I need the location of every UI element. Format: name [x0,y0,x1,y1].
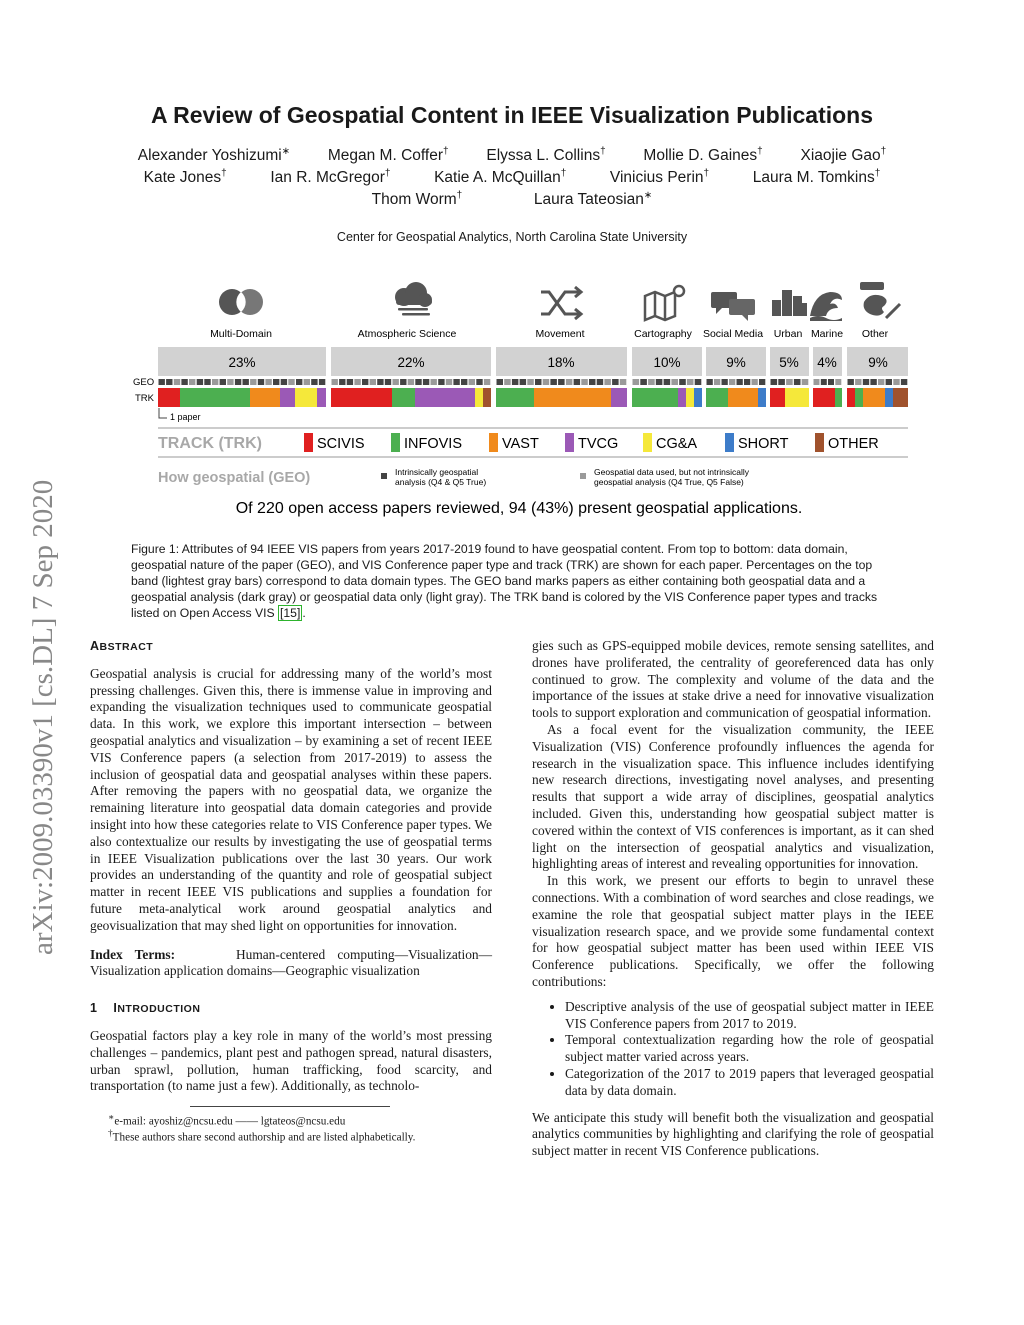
author: Megan M. Coffer† [327,146,449,165]
author: Laura M. Tomkins† [752,168,881,187]
citation-link[interactable]: [15] [280,606,301,620]
trk-segment [835,388,842,407]
trk-segment [813,388,835,407]
geo-square [265,379,271,385]
trk-segment [758,388,766,407]
geo-square [296,379,302,385]
legend-label: SCIVIS [317,436,365,452]
geo-legend-line: Intrinsically geospatial [395,467,479,477]
domain-label: Cartography [634,328,692,340]
domain-label: Atmospheric Science [357,328,457,340]
legend-swatch [565,433,574,452]
trk-segment [855,388,863,407]
trk-segment [415,388,445,407]
abstract-text: Geospatial analysis is crucial for addressing many of the world’s most pressing challenges. Given this, there is immense value in improving and expanding the visualization techniques used to communicate geospatial data. In this work, we explore this important intersection – between geospatial analytics and visualization – by examining a set of recent IEEE VIS Conference papers (a selection from 2017-2019) to assess the inclusion of geospatial data and geospatial analyses within these papers. After removing the papers with no geospatial data, we organize the remaining literature into geospatial data domain categories and provide insight into how these categories relate to VIS Conference paper types. We also contextualize our results by investigating the use of geospatial terms in IEEE Visualization publications over the last 30 years. Our work provides an understanding of the quantity and role of geospatial subject matter in recent IEEE VIS publications and supplies a foundation for future meta-analytical work around geospatial analytics and geovisualization that may shed light on opportunities for innovation. [90,665,492,933]
intro-paragraph: gies such as GPS-equipped mobile devices, remote sensing satellites, and drones have proliferated, the centrality of georeferenced data has only continued to grow. The complexity and volume of the data and the importance of the issues at stake drive a need for innovative visualization tools to support exploration and communication of geospatial information. [532,638,934,721]
footnote-authorship: †These authors share second authorship and are listed alphabetically. [108,1129,416,1144]
trk-segment [694,388,702,407]
geo-square [243,379,249,385]
geo-square [901,379,907,385]
trk-segment [728,388,758,407]
trk-segment [770,388,785,407]
trk-segment [483,388,491,407]
trk-segment [785,388,809,407]
geo-square [744,379,750,385]
list-item: • Temporal contextualization regarding how the role of geospatial subject matter varied across years. [565,1032,934,1066]
geo-square [886,379,892,385]
geo-square [581,379,588,385]
trk-segment [893,388,908,407]
legend-swatch [304,433,313,452]
geo-square [802,379,809,385]
geo-square [835,379,841,385]
geo-square [855,379,861,385]
legend-swatch [643,433,652,452]
geo-square [377,379,383,385]
geo-square [664,379,671,385]
author: Elyssa L. Collins† [486,146,606,165]
geo-square [722,379,728,385]
one-paper-label: 1 paper [170,412,201,422]
trk-segment [445,388,475,407]
geo-square [504,379,511,385]
author: Kate Jones† [143,168,227,187]
geo-square [695,379,702,385]
geo-square [250,379,256,385]
trk-segment [180,388,250,407]
map-icon [645,286,684,320]
legend-swatch [391,433,400,452]
venn-icon [219,289,263,315]
cloud-icon [395,282,432,316]
geo-legend-swatch-dark [381,473,387,479]
geo-square [288,379,294,385]
trk-segment [611,388,627,407]
geo-square [181,379,187,385]
legend-label: TVCG [578,436,619,452]
domain-label: Social Media [702,328,764,340]
shuffle-icon [541,287,581,319]
geo-square [431,379,437,385]
trk-segment [280,388,295,407]
trk-segment [847,388,855,407]
figure-1 [0,0,1024,530]
geo-square [633,379,640,385]
trk-segment [496,388,534,407]
domain-percent: 18% [547,355,575,370]
geo-square [235,379,241,385]
geo-square [550,379,557,385]
geo-square [878,379,884,385]
geo-square [535,379,542,385]
geo-square [189,379,195,385]
domain-label: Urban [773,328,803,340]
domain-percent: 10% [653,355,681,370]
trk-segment [863,388,885,407]
trk-segment [158,388,180,407]
domain-percent: 23% [228,355,256,370]
trk-segment [632,388,678,407]
trk-row-label: TRK [135,393,154,404]
geo-square [729,379,735,385]
footnote-email: ∗e-mail: ayoshiz@ncsu.edu —— lgtateos@ncsu.edu [108,1113,346,1128]
geo-square [640,379,647,385]
trk-segment [392,388,415,407]
author: Mollie D. Gaines† [643,146,763,165]
geo-square [354,379,360,385]
legend-label: INFOVIS [404,436,463,452]
geo-square [461,379,467,385]
geo-square [484,379,490,385]
geo-square [311,379,317,385]
geo-square [828,379,834,385]
trk-segment [678,388,686,407]
intro-paragraph: As a focal event for the visualization community, the IEEE Visualization (VIS) Conference profoundly influences the agenda for research in the visualization space. This influence includes identifying new research directions, investigating novel analyses, and presenting results that support a wide array of disciplines, geospatial analytics included. Given this, understanding how geospatial subject matter is covered within the context of VIS conferences is important, as it can shed light on the intersection of geospatial analytics and visualization, highlighting areas of interest and revealing opportunities for innovation. [532,721,934,872]
author: Xiaojie Gao† [800,146,887,165]
author: Vinicius Perin† [609,168,710,187]
right-column [532,638,934,1160]
geo-square [648,379,655,385]
geo-square [166,379,172,385]
trk-segment [475,388,483,407]
geo-legend-line: geospatial analysis (Q4 True, Q5 False) [594,477,744,487]
geo-square [174,379,180,385]
trk-segment [331,388,392,407]
intro-paragraph: Geospatial factors play a key role in many of the world’s most pressing challenges – pandemics, plant pest and pathogen spread, natural disasters, urban sprawl, pollution, human trafficking, food scarcity, and transportation (to name just a few). Additionally, as technolo- [90,1027,492,1094]
geo-square [258,379,264,385]
geo-row-label: GEO [133,377,155,388]
trk-segment [295,388,317,407]
geo-square [558,379,565,385]
abstract-heading: ABSTRACT [90,639,154,653]
geo-square [220,379,226,385]
geo-square [714,379,720,385]
geo-square [273,379,279,385]
geo-square [620,379,627,385]
geo-square [520,379,527,385]
intro-heading: 1 INTRODUCTION [90,1001,201,1016]
chat-icon [711,292,755,321]
legend-label: CG&A [656,436,698,452]
left-column [90,638,492,1095]
trk-segment [706,388,728,407]
geo-square [204,379,210,385]
geo-square [687,379,694,385]
geo-square [393,379,399,385]
geo-square [227,379,233,385]
domain-percent: 4% [817,355,837,370]
contributions-list [532,999,934,1100]
geo-square [339,379,345,385]
geo-square [446,379,452,385]
geo-square [385,379,391,385]
geo-square [527,379,534,385]
geo-square [304,379,310,385]
index-terms: Index Terms: Human-centered computing—Visualization—Visualization application domains—Geographic visualization [90,946,492,979]
geo-square [737,379,743,385]
geo-square [604,379,611,385]
intro-paragraph: We anticipate this study will benefit both the visualization and geospatial analytics communities by highlighting and clarifying the role of geospatial subject matter in recent VIS Conference publications. [532,1109,934,1159]
buildings-icon [772,290,807,316]
domain-label: Marine [810,328,844,340]
figure-caption: Figure 1: Attributes of 94 IEEE VIS papers from years 2017-2019 found to have geospatial content. From top to bottom: data domain, geospatial nature of the paper (GEO), and VIS Conference paper type and track (TRK) are shown for each paper. Percentages on the top band (lightest gray bars) correspond to data domain types. The GEO band marks papers as either containing both geospatial data and a geospatial analysis (dark gray) or geospatial data only (light gray). The TRK band is colored by the VIS Conference paper types and tracks listed on Open Access VIS [15] . [131,542,878,620]
geo-square [566,379,573,385]
palette-icon [860,282,900,318]
geo-square [453,379,459,385]
geo-square [497,379,504,385]
geo-square [332,379,338,385]
legend-swatch [489,433,498,452]
domain-percent: 9% [726,355,746,370]
geo-square [612,379,619,385]
geo-square [512,379,519,385]
geo-square [415,379,421,385]
author: Laura Tateosian∗ [533,190,653,209]
geo-square [671,379,678,385]
intro-paragraph: In this work, we present our efforts to begin to unravel these connections. With a combination of word searches and close readings, we examine the role that geospatial subject matter plays in the IEEE visualization research space, and we provide some fundamental context for how geospatial subject matter has been used within IEEE VIS Conference publications. Specifically, we offer the following contributions: [532,873,934,989]
geo-square [870,379,876,385]
trk-segment [686,388,694,407]
geo-square [893,379,899,385]
geo-square [400,379,406,385]
author: Thom Worm† [371,190,463,209]
trk-band [158,388,908,407]
trk-segment [317,388,326,407]
geo-square [814,379,820,385]
arxiv-id: arXiv:2009.03390v1 [cs.DL] 7 Sep 2020 [27,479,59,955]
legend-label: OTHER [828,436,879,452]
paper-title: A Review of Geospatial Content in IEEE Visualization Publications [150,102,874,128]
track-legend-title: TRACK (TRK) [158,435,262,452]
geo-square [863,379,869,385]
domain-percent: 5% [779,355,799,370]
geo-square [752,379,758,385]
list-item: • Descriptive analysis of the use of geospatial subject matter in IEEE VIS Conference papers from 2017 to 2019. [565,999,934,1033]
geo-square [778,379,785,385]
geo-square [476,379,482,385]
geo-square [212,379,218,385]
geo-square [408,379,414,385]
geo-square [197,379,203,385]
geo-square [362,379,368,385]
footnote-rule [190,1106,390,1107]
geo-square [597,379,604,385]
legend-swatch [815,433,824,452]
geo-square [794,379,801,385]
geo-square [319,379,325,385]
author: Katie A. McQuillan† [434,168,567,187]
geo-square [438,379,444,385]
geo-legend-line: Geospatial data used, but not intrinsically [594,467,749,477]
geo-legend-swatch-light [580,473,586,479]
geo-square [679,379,686,385]
legend-label: VAST [502,436,539,452]
geo-square [848,379,854,385]
geo-square [656,379,663,385]
domain-percent: 22% [397,355,425,370]
geo-square [786,379,793,385]
geo-square [759,379,765,385]
affiliation: Center for Geospatial Analytics, North Carolina State University [336,230,688,244]
trk-segment [534,388,611,407]
trk-segment [885,388,893,407]
domain-label: Other [861,328,889,340]
geo-square [821,379,827,385]
figure-summary: Of 220 open access papers reviewed, 94 (43%) present geospatial applications. [235,500,803,517]
list-item: • Categorization of the 2017 to 2019 papers that leveraged geospatial data by data domain. [565,1066,934,1100]
geo-square [771,379,778,385]
geo-band [159,379,908,385]
legend-label: SHORT [738,436,789,452]
geo-square [543,379,550,385]
geo-square [589,379,596,385]
geo-square [159,379,165,385]
domain-percent: 9% [868,355,888,370]
geo-square [370,379,376,385]
one-paper-marker [159,408,167,418]
domain-label: Multi-Domain [210,328,272,340]
geo-legend-line: analysis (Q4 & Q5 True) [395,477,487,487]
geo-square [469,379,475,385]
trk-segment [250,388,280,407]
geo-legend-title: How geospatial (GEO) [158,470,311,486]
domain-label: Movement [535,328,585,340]
author: Alexander Yoshizumi∗ [137,146,291,165]
geo-square [423,379,429,385]
geo-square [707,379,713,385]
author: Ian R. McGregor† [270,168,391,187]
legend-swatch [725,433,734,452]
geo-square [574,379,581,385]
wave-icon [810,292,842,321]
geo-square [347,379,353,385]
geo-square [281,379,287,385]
